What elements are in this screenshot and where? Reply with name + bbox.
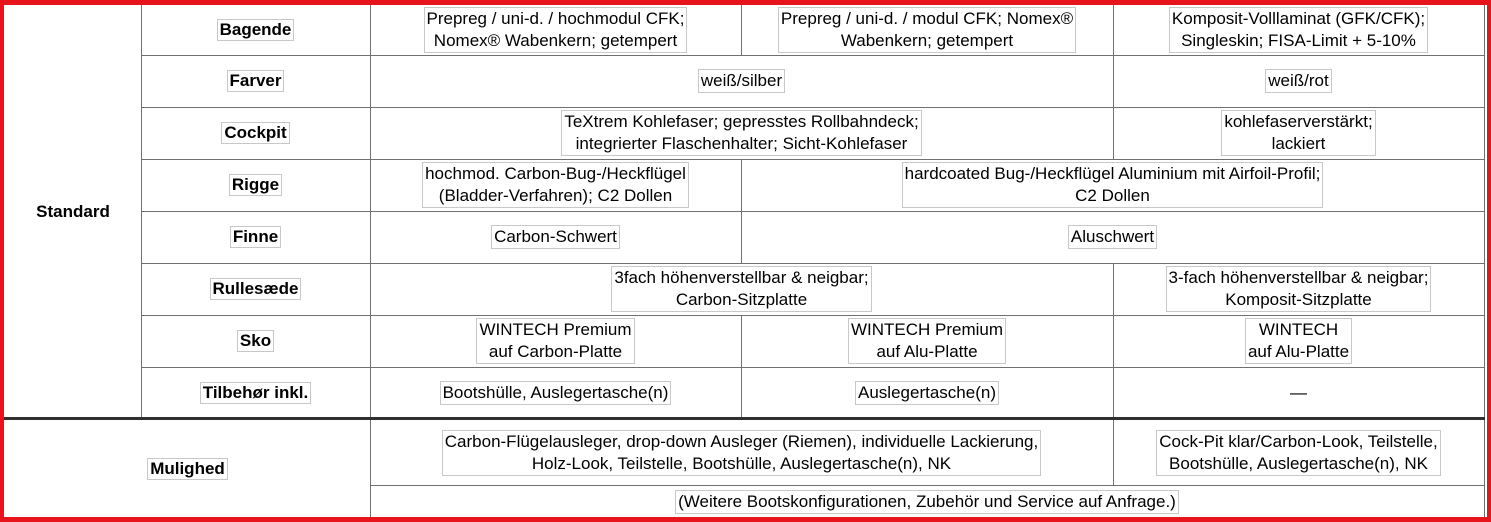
table-cell: 3-fach höhenverstellbar & neigbar; Komposit-Sitzplatte [1113,263,1484,315]
row-label-cell [141,5,370,55]
table-cell: Bootshülle, Auslegertasche(n) [370,367,741,418]
table-cell: Komposit-Volllaminat (GFK/CFK); Singleskin; FISA-Limit + 5-10% [1113,5,1484,55]
row-label-bagende: Bagende [217,19,295,41]
row-label-cell [141,211,370,263]
table-cell: TeXtrem Kohlefaser; gepresstes Rollbahndeck; integrierter Flaschenhalter; Sicht-Kohlefaser [370,107,1113,159]
table-cell: Cock-Pit klar/Carbon-Look, Teilstelle, Bootshülle, Auslegertasche(n), NK [1113,420,1484,485]
table-cell: WINTECH auf Alu-Platte [1113,315,1484,367]
row-label-cell [141,263,370,315]
footnote: (Weitere Bootskonfigurationen, Zubehör und Service auf Anfrage.) [675,490,1179,514]
row-label-farver: Farver [227,70,285,92]
table-cell: WINTECH Premium auf Alu-Platte [741,315,1113,367]
grid-line [1484,5,1485,517]
table-cell: weiß/silber [370,55,1113,107]
row-label-rigge: Rigge [229,174,282,196]
row-label-cell [141,107,370,159]
row-label-cell [141,159,370,211]
table-cell: Prepreg / uni-d. / modul CFK; Nomex® Wabenkern; getempert [741,5,1113,55]
table-cell: 3fach höhenverstellbar & neigbar; Carbon-Sitzplatte [370,263,1113,315]
row-label-cockpit: Cockpit [221,122,289,144]
row-label-cell [141,315,370,367]
row-label-cell [141,55,370,107]
table-cell: Aluschwert [741,211,1484,263]
table-cell: Prepreg / uni-d. / hochmodul CFK; Nomex® Wabenkern; getempert [370,5,741,55]
group-label-standard: Standard [36,201,110,221]
table-cell: weiß/rot [1113,55,1484,107]
row-label-cell [141,367,370,418]
row-label-rullesaede: Rullesæde [210,278,302,300]
row-label-finne: Finne [230,226,281,248]
table-cell: WINTECH Premium auf Carbon-Platte [370,315,741,367]
table-cell: Carbon-Flügelausleger, drop-down Ausleger (Riemen), individuelle Lackierung, Holz-Look, Teilstelle, Bootshülle, Auslegertasche(n), NK [370,420,1113,485]
footnote-cell [370,486,1484,517]
table-cell: — [1290,382,1307,402]
table-cell: hardcoated Bug-/Heckflügel Aluminium mit Airfoil-Profil; C2 Dollen [741,159,1484,211]
table-cell: kohlefaserverstärkt; lackiert [1113,107,1484,159]
row-label-sko: Sko [237,330,274,352]
table-cell: Carbon-Schwert [370,211,741,263]
row-label-tilbehor: Tilbehør inkl. [200,382,311,404]
table-cell: Auslegertasche(n) [741,367,1113,418]
group-label-mulighed: Mulighed [5,420,370,517]
table-cell: hochmod. Carbon-Bug-/Heckflügel (Bladder-Verfahren); C2 Dollen [370,159,741,211]
